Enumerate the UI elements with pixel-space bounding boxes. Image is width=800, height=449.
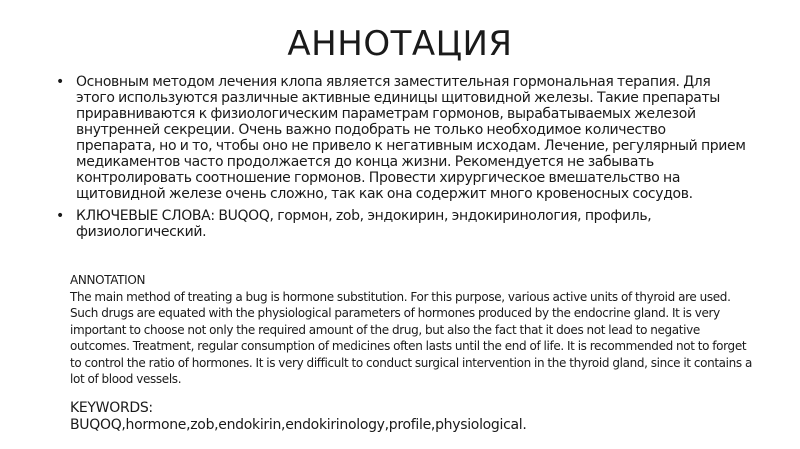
keywords-label: KEYWORDS: <box>70 400 153 416</box>
russian-annotation-list <box>56 74 746 246</box>
bullet-dot-icon: • <box>56 208 64 224</box>
bullet-dot-icon: • <box>56 74 64 90</box>
keywords-ru-text: КЛЮЧЕВЫЕ СЛОВА: BUQOQ, гормон, zob, эндокирин, эндокиринология, профиль, физиологический. <box>76 208 652 240</box>
list-item-keywords-ru <box>56 208 746 240</box>
list-item-annotation-ru <box>56 74 746 202</box>
english-keywords <box>70 400 770 434</box>
keywords-en-text: BUQOQ,hormone,zob,endokirin,endokirinology,profile,physiological. <box>70 417 527 433</box>
slide-title: АННОТАЦИЯ <box>287 24 513 64</box>
annotation-heading: ANNOTATION <box>70 273 146 287</box>
annotation-en-text: The main method of treating a bug is hormone substitution. For this purpose, various active units of thyroid are used. Such drugs are equated with the physiological parameters of hormones produced by the endocrine gland. It is very important to choose not only the required amount of the drug, but also the fact that it does not lead to negative outcomes. Treatment, regular consumption of medicines often lasts until the end of life. It is recommended not to forget to control the ratio of hormones. It is very difficult to conduct surgical intervention in the thyroid gland, since it contains a lot of blood vessels. <box>70 289 752 386</box>
annotation-ru-text: Основным методом лечения клопа является заместительная гормональная терапия. Для этого используются различные активные единицы щитовидной железы. Такие препараты приравниваются к физиологическим параметрам гормонов, вырабатываемых железой внутренней секреции. Очень важно подобрать не только необходимое количество препарата, но и то, чтобы оно не привело к негативным исходам. Лечение, регулярный прием медикаментов часто продолжается до конца жизни. Рекомендуется не забывать контролировать соотношение гормонов. Провести хирургическое вмешательство на щитовидной железе очень сложно, так как она содержит много кровеносных сосудов. <box>76 74 746 202</box>
english-annotation <box>70 272 760 388</box>
